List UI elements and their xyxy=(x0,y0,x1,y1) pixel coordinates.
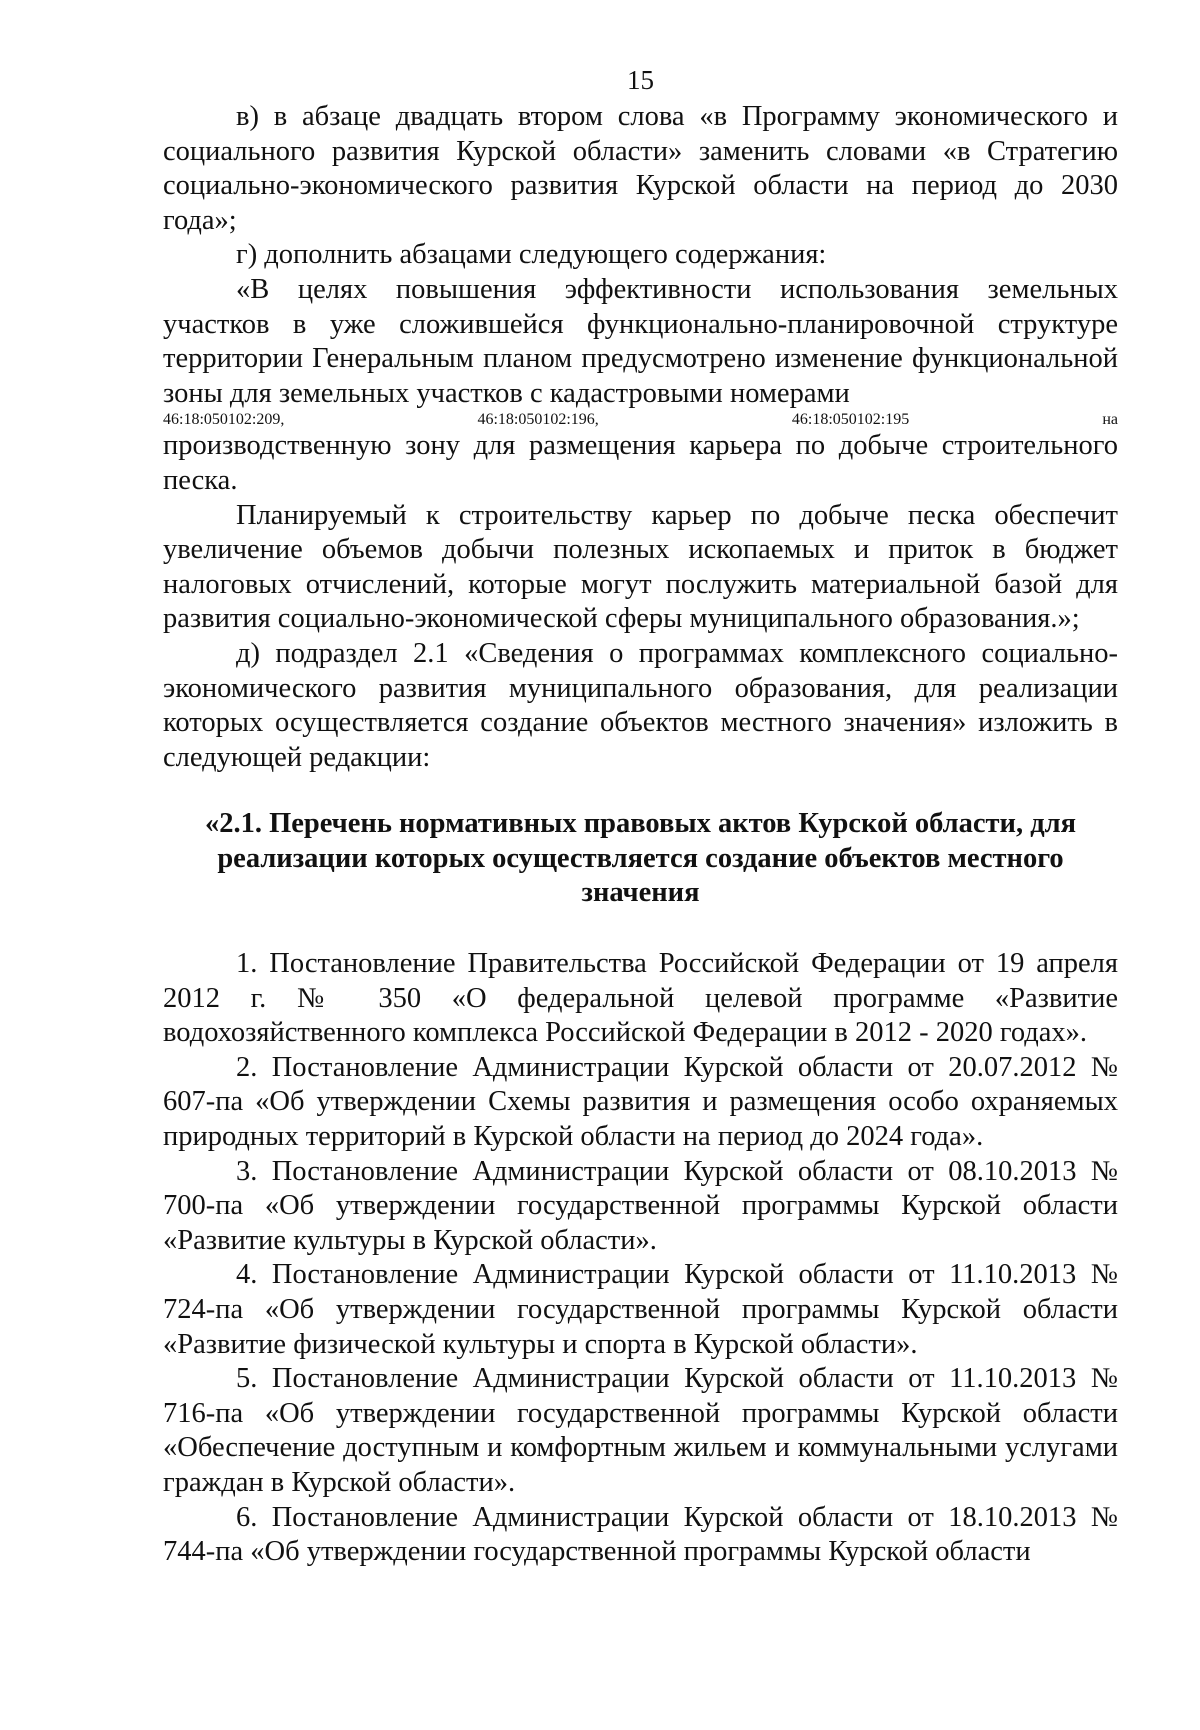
page-number: 15 xyxy=(627,65,654,95)
paragraph-amendment-d: д) подраздел 2.1 «Сведения о программах комплексного социально-экономического развития муниципального образования, для реализации которых осуществляется создание объектов местного значения» изложить в следующей редакции: xyxy=(163,637,1118,773)
list-item: 5. Постановление Администрации Курской области от 11.10.2013 № 716-па «Об утверждении государственной программы Курской области «Обеспечение доступным и комфортным жильем и коммунальными услугами граждан в Курской области». xyxy=(163,1363,1118,1498)
section-heading xyxy=(163,807,1118,911)
cadastral-number: 46:18:050102:196, xyxy=(477,411,599,429)
paragraph-amendment-g: г) дополнить абзацами следующего содержания: xyxy=(236,239,827,271)
list-item: 1. Постановление Правительства Российской Федерации от 19 апреля 2012 г. № 350 «О федеральной целевой программе «Развитие водохозяйственного комплекса Российской Федерации в 2012 - 2020 годах». xyxy=(163,948,1118,1049)
list-item: 2. Постановление Администрации Курской области от 20.07.2012 № 607-па «Об утверждении Схемы развития и размещения особо охраняемых природных территорий в Курской области на период до 2024 года». xyxy=(163,1051,1118,1153)
paragraph-amendment-v: в) в абзаце двадцать втором слова «в Программу экономического и социального развития Курской области» заменить словами «в Стратегию социально-экономического развития Курской области на период до 2030 года»; xyxy=(163,101,1118,236)
paragraph-cadastral-start: «В целях повышения эффективности использования земельных участков в уже сложившейся функционально-планировочной структуре территории Генеральным планом предусмотрено изменение функциональной зоны для земельных участков с кадастровыми номерами xyxy=(163,273,1118,409)
paragraph-quarry: Планируемый к строительству карьер по добыче песка обеспечит увеличение объемов добычи полезных ископаемых и приток в бюджет налоговых отчислений, которые могут послужить материальной базой для развития социально-экономической сферы муниципального образования.»; xyxy=(163,499,1118,635)
cadastral-numbers-line xyxy=(163,411,1118,429)
cadastral-number: 46:18:050102:209, xyxy=(163,411,285,429)
list-item: 4. Постановление Администрации Курской области от 11.10.2013 № 724-па «Об утверждении государственной программы Курской области «Развитие физической культуры и спорта в Курской области». xyxy=(163,1259,1118,1360)
list-item: 3. Постановление Администрации Курской области от 08.10.2013 № 700-па «Об утверждении государственной программы Курской области «Развитие культуры в Курской области». xyxy=(163,1155,1118,1256)
cadastral-number: 46:18:050102:195 xyxy=(791,411,910,429)
section-heading-line: «2.1. Перечень нормативных правовых актов Курской области, для xyxy=(204,808,1077,840)
document-page xyxy=(163,62,1118,1570)
cadastral-word: на xyxy=(1102,411,1118,429)
section-heading-line: реализации которых осуществляется создание объектов местного xyxy=(217,842,1064,874)
list-item: 6. Постановление Администрации Курской области от 18.10.2013 № 744-па «Об утверждении государственной программы Курской области xyxy=(163,1501,1118,1568)
section-heading-line: значения xyxy=(581,877,700,909)
paragraph-cadastral-end: производственную зону для размещения карьера по добыче строительного песка. xyxy=(163,430,1118,496)
